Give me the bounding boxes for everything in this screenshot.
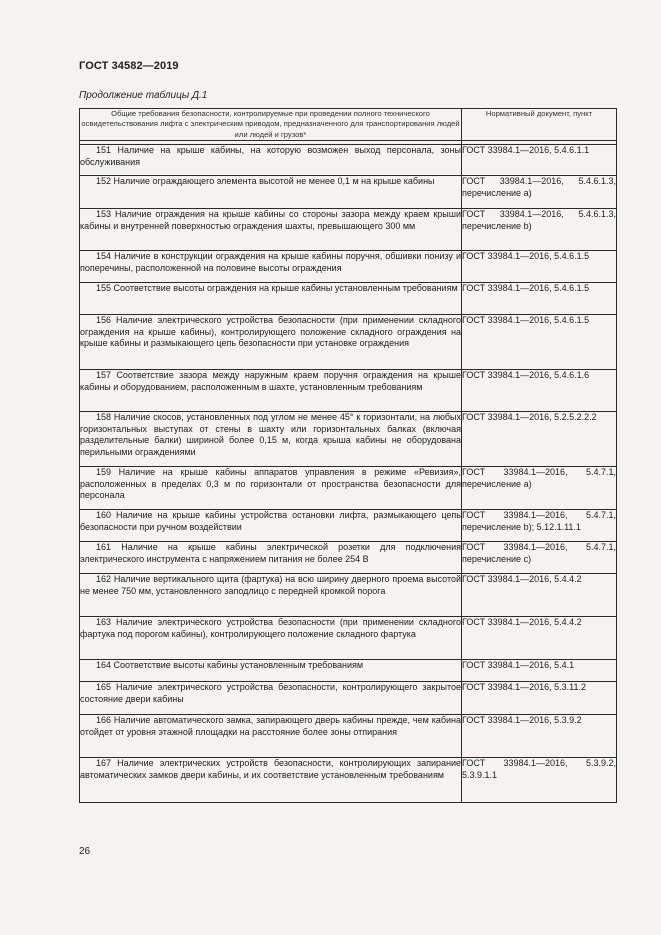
- requirement-text: 154 Наличие в конструкции ограждения на крыше кабины поручня, обшивки понизу и поперечины, расположенной на половине высоты ограждения: [80, 251, 461, 273]
- reference-cell: ГОСТ 33984.1—2016, 5.4.4.2: [462, 617, 617, 660]
- requirement-cell: [80, 574, 462, 617]
- requirement-cell: [80, 660, 462, 682]
- reference-cell: ГОСТ 33984.1—2016, 5.4.6.1.3, перечисление а): [462, 176, 617, 209]
- table-header-row: [80, 109, 617, 141]
- requirement-cell: [80, 467, 462, 510]
- reference-cell: ГОСТ 33984.1—2016, 5.3.11.2: [462, 682, 617, 715]
- table-row: [80, 617, 617, 660]
- reference-cell: ГОСТ 33984.1—2016, 5.4.6.1.5: [462, 251, 617, 283]
- reference-cell: ГОСТ 33984.1—2016, 5.4.6.1.3, перечисление b): [462, 209, 617, 251]
- reference-cell: ГОСТ 33984.1—2016, 5.4.6.1.5: [462, 283, 617, 315]
- table-row: [80, 315, 617, 370]
- requirement-text: 156 Наличие электрического устройства безопасности (при применении складного ограждения на крыше кабины), контролирующего положение складного ограждения на крыше кабины и размыкающего цепь безопасности при установке ограждения: [80, 315, 461, 349]
- table-row: [80, 412, 617, 467]
- requirement-cell: [80, 542, 462, 574]
- requirement-cell: [80, 283, 462, 315]
- requirement-cell: [80, 251, 462, 283]
- reference-cell: ГОСТ 33984.1—2016, 5.4.6.1.6: [462, 370, 617, 412]
- table-row: [80, 370, 617, 412]
- requirement-cell: [80, 412, 462, 467]
- reference-cell: ГОСТ 33984.1—2016, 5.4.7.1, перечисление с): [462, 542, 617, 574]
- table-row: [80, 145, 617, 176]
- table-row: [80, 467, 617, 510]
- requirement-text: 152 Наличие ограждающего элемента высотой не менее 0,1 м на крыше кабины: [96, 176, 435, 187]
- reference-cell: ГОСТ 33984.1—2016, 5.3.9.2, 5.3.9.1.1: [462, 758, 617, 803]
- requirement-cell: [80, 315, 462, 370]
- reference-cell: ГОСТ 33984.1—2016, 5.3.9.2: [462, 715, 617, 758]
- page-title: ГОСТ 34582—2019: [79, 60, 179, 72]
- table-row: [80, 542, 617, 574]
- requirement-text: 153 Наличие ограждения на крыше кабины со стороны зазора между краем крыши кабины и внутренней поверхностью ограждения шахты, превышающего 300 мм: [80, 209, 461, 231]
- requirement-text: 155 Соответствие высоты ограждения на крыше кабины установленным требованиям: [96, 283, 458, 294]
- column-header-reference: Нормативный документ, пункт: [462, 109, 617, 141]
- requirement-cell: [80, 209, 462, 251]
- table-row: [80, 176, 617, 209]
- requirement-text: 158 Наличие скосов, установленных под углом не менее 45° к горизонтали, на любых горизонтальных выступах от стены в шахту или горизонтальных балках (включая разделительные балки) шириной более 0,15 м, когда крыша кабины не оборудована перильными ограждениями: [80, 412, 461, 457]
- table-row: [80, 660, 617, 682]
- table-row: [80, 251, 617, 283]
- requirement-cell: [80, 145, 462, 176]
- requirement-cell: [80, 510, 462, 542]
- reference-cell: ГОСТ 33984.1—2016, 5.4.7.1, перечисление b); 5.12.1.11.1: [462, 510, 617, 542]
- reference-cell: ГОСТ 33984.1—2016, 5.4.7.1, перечисление а): [462, 467, 617, 510]
- table-row: [80, 283, 617, 315]
- requirement-cell: [80, 682, 462, 715]
- requirement-cell: [80, 715, 462, 758]
- reference-cell: ГОСТ 33984.1—2016, 5.2.5.2.2.2: [462, 412, 617, 467]
- column-header-requirements: Общие требования безопасности, контролируемые при проведении полного технического освидетельствования лифта с электрическим приводом, предназначенного для транспортирования людей или людей и грузов*: [81, 109, 460, 139]
- requirement-text: 157 Соответствие зазора между наружным краем поручня ограждения на крыше кабины и оборудованием, расположенным в шахте, установленным требованиям: [80, 370, 461, 392]
- requirement-text: 167 Наличие электрических устройств безопасности, контролирующих запирание автоматических замков двери кабины, и их соответствие установленным требованиям: [80, 758, 461, 780]
- requirement-text: 151 Наличие на крыше кабины, на которую возможен выход персонала, зоны обслуживания: [80, 145, 461, 167]
- table-row: [80, 209, 617, 251]
- requirement-text: 165 Наличие электрического устройства безопасности, контролирующего закрытое состояние двери кабины: [80, 682, 461, 704]
- requirement-text: 164 Соответствие высоты кабины установленным требованиям: [96, 660, 364, 671]
- requirement-text: 159 Наличие на крыше кабины аппаратов управления в режиме «Ревизия», расположенных в пределах 0,3 м по горизонтали от пространства безопасности для персонала: [80, 467, 461, 501]
- requirement-text: 161 Наличие на крыше кабины электрической розетки для подключения электрического инструмента с напряжением питания не более 254 В: [80, 542, 461, 564]
- table-row: [80, 574, 617, 617]
- table-row: [80, 682, 617, 715]
- table-body: [80, 141, 617, 803]
- requirement-cell: [80, 176, 462, 209]
- table-row: [80, 758, 617, 803]
- table-caption: Продолжение таблицы Д.1: [79, 90, 208, 101]
- requirement-text: 166 Наличие автоматического замка, запирающего дверь кабины прежде, чем кабина отойдет от уровня этажной площадки на расстояние более зоны отпирания: [80, 715, 461, 737]
- requirement-text: 162 Наличие вертикального щита (фартука) на всю ширину дверного проема высотой не менее 750 мм, установленного заподлицо с передней кромкой порога: [80, 574, 461, 596]
- reference-cell: ГОСТ 33984.1—2016, 5.4.1: [462, 660, 617, 682]
- requirement-cell: [80, 370, 462, 412]
- reference-cell: ГОСТ 33984.1—2016, 5.4.4.2: [462, 574, 617, 617]
- table-row: [80, 715, 617, 758]
- requirements-table: [79, 108, 617, 803]
- requirement-text: 160 Наличие на крыше кабины устройства остановки лифта, размыкающего цепь безопасности при ручном воздействии: [80, 510, 461, 532]
- requirement-cell: [80, 617, 462, 660]
- table-row: [80, 510, 617, 542]
- requirement-cell: [80, 758, 462, 803]
- requirement-text: 163 Наличие электрического устройства безопасности (при применении складного фартука под порогом кабины), контролирующего положение складного фартука: [80, 617, 461, 639]
- reference-cell: ГОСТ 33984.1—2016, 5.4.6.1.1: [462, 145, 617, 176]
- page-number: 26: [79, 846, 91, 857]
- reference-cell: ГОСТ 33984.1—2016, 5.4.6.1.5: [462, 315, 617, 370]
